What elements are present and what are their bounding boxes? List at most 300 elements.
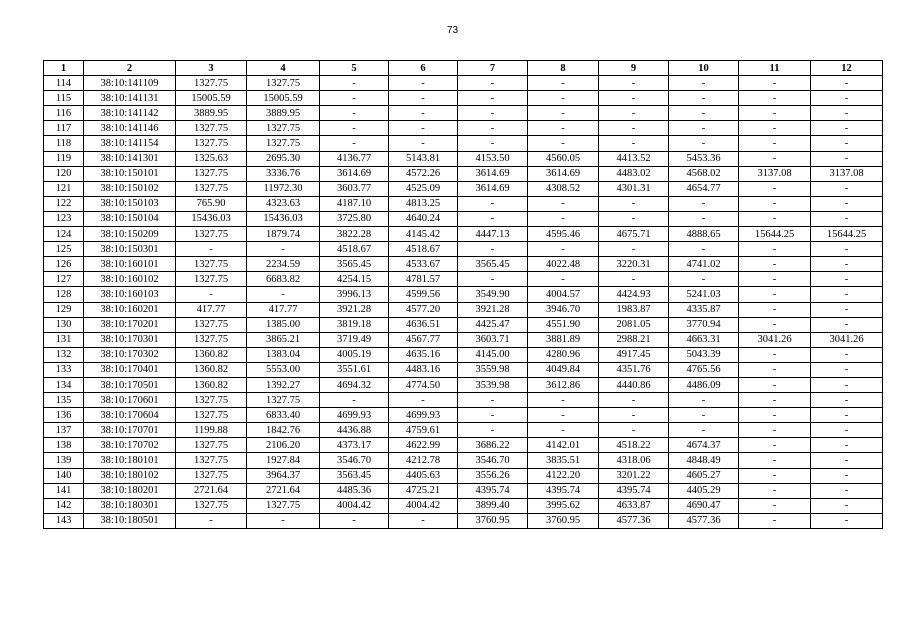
- table-row: [44, 423, 883, 438]
- table-cell: 4525.09: [389, 181, 458, 196]
- table-cell: 4699.93: [389, 408, 458, 423]
- table-cell: 4145.00: [458, 347, 528, 362]
- table-cell: 3995.62: [528, 498, 599, 513]
- table-cell: 15005.59: [176, 91, 247, 106]
- table-cell: 4486.09: [669, 377, 739, 392]
- table-cell: -: [320, 76, 389, 91]
- table-row: [44, 242, 883, 257]
- table-cell: 1327.75: [176, 317, 247, 332]
- table-cell: 131: [44, 332, 84, 347]
- table-cell: 15644.25: [739, 227, 811, 242]
- table-cell: 1327.75: [176, 76, 247, 91]
- table-cell: -: [320, 513, 389, 528]
- header-row: [44, 61, 883, 76]
- table-cell: 4424.93: [599, 287, 669, 302]
- table-cell: 1360.82: [176, 362, 247, 377]
- table-cell: -: [599, 106, 669, 121]
- table-cell: -: [458, 423, 528, 438]
- column-header: 5: [320, 61, 389, 76]
- table-cell: -: [739, 423, 811, 438]
- table-cell: 38:10:160201: [84, 302, 176, 317]
- table-cell: 142: [44, 498, 84, 513]
- table-cell: 134: [44, 377, 84, 392]
- table-cell: 38:10:170701: [84, 423, 176, 438]
- table-cell: 38:10:160102: [84, 272, 176, 287]
- table-cell: -: [528, 211, 599, 226]
- table-cell: 3921.28: [320, 302, 389, 317]
- table-cell: 3563.45: [320, 468, 389, 483]
- column-header: 6: [389, 61, 458, 76]
- table-cell: 1392.27: [247, 377, 320, 392]
- table-row: [44, 408, 883, 423]
- table-cell: 4518.22: [599, 438, 669, 453]
- table-cell: 4395.74: [458, 483, 528, 498]
- table-cell: 4781.57: [389, 272, 458, 287]
- table-cell: 129: [44, 302, 84, 317]
- table-cell: -: [811, 181, 883, 196]
- table-cell: 4741.02: [669, 257, 739, 272]
- table-cell: 3614.69: [458, 181, 528, 196]
- table-cell: 138: [44, 438, 84, 453]
- table-cell: 4425.47: [458, 317, 528, 332]
- table-cell: -: [528, 242, 599, 257]
- table-cell: 4674.37: [669, 438, 739, 453]
- table-cell: -: [247, 513, 320, 528]
- table-cell: -: [739, 196, 811, 211]
- table-cell: 4663.31: [669, 332, 739, 347]
- table-cell: -: [669, 91, 739, 106]
- table-cell: -: [739, 513, 811, 528]
- table-cell: 1327.75: [176, 272, 247, 287]
- table-cell: 4694.32: [320, 377, 389, 392]
- table-cell: 4560.05: [528, 151, 599, 166]
- table-cell: 2721.64: [176, 483, 247, 498]
- table-cell: 1360.82: [176, 347, 247, 362]
- table-cell: 4136.77: [320, 151, 389, 166]
- table-cell: 4636.51: [389, 317, 458, 332]
- table-cell: 133: [44, 362, 84, 377]
- table-cell: 4568.02: [669, 166, 739, 181]
- table-cell: 38:10:180101: [84, 453, 176, 468]
- table-cell: 1327.75: [176, 468, 247, 483]
- table-cell: -: [739, 302, 811, 317]
- table-cell: -: [176, 287, 247, 302]
- table-cell: 3686.22: [458, 438, 528, 453]
- table-row: [44, 272, 883, 287]
- table-cell: 120: [44, 166, 84, 181]
- table-cell: 1879.74: [247, 227, 320, 242]
- table-cell: -: [811, 196, 883, 211]
- table-row: [44, 196, 883, 211]
- table-cell: 4440.86: [599, 377, 669, 392]
- table-cell: 4153.50: [458, 151, 528, 166]
- table-cell: 3565.45: [458, 257, 528, 272]
- table-cell: 4187.10: [320, 196, 389, 211]
- table-cell: -: [599, 393, 669, 408]
- table-cell: -: [458, 106, 528, 121]
- table-cell: -: [320, 91, 389, 106]
- table-cell: -: [320, 121, 389, 136]
- table-cell: 38:10:180102: [84, 468, 176, 483]
- table-cell: -: [247, 287, 320, 302]
- table-cell: 3614.69: [458, 166, 528, 181]
- table-cell: -: [599, 136, 669, 151]
- table-cell: 4699.93: [320, 408, 389, 423]
- table-cell: -: [458, 196, 528, 211]
- column-header: 10: [669, 61, 739, 76]
- table-cell: -: [739, 76, 811, 91]
- table-cell: -: [599, 242, 669, 257]
- table-cell: 6683.82: [247, 272, 320, 287]
- table-cell: 38:10:170702: [84, 438, 176, 453]
- table-cell: -: [739, 408, 811, 423]
- table-cell: 4004.57: [528, 287, 599, 302]
- table-cell: 130: [44, 317, 84, 332]
- table-cell: 38:10:141131: [84, 91, 176, 106]
- table-cell: 118: [44, 136, 84, 151]
- table-cell: -: [669, 242, 739, 257]
- table-cell: 124: [44, 227, 84, 242]
- table-cell: -: [176, 513, 247, 528]
- table-cell: 4518.67: [320, 242, 389, 257]
- table-cell: -: [458, 408, 528, 423]
- table-cell: -: [389, 76, 458, 91]
- table-row: [44, 513, 883, 528]
- column-header: 1: [44, 61, 84, 76]
- table-cell: -: [669, 408, 739, 423]
- table-cell: 4640.24: [389, 211, 458, 226]
- table-cell: -: [739, 106, 811, 121]
- table-cell: 4351.76: [599, 362, 669, 377]
- table-row: [44, 317, 883, 332]
- table-row: [44, 136, 883, 151]
- table-cell: 3760.95: [528, 513, 599, 528]
- table-cell: 4577.20: [389, 302, 458, 317]
- table-cell: 38:10:170401: [84, 362, 176, 377]
- table-cell: 4323.63: [247, 196, 320, 211]
- table-cell: -: [811, 91, 883, 106]
- table-cell: 3603.71: [458, 332, 528, 347]
- table-cell: 1360.82: [176, 377, 247, 392]
- table-cell: 4122.20: [528, 468, 599, 483]
- table-row: [44, 498, 883, 513]
- table-cell: 4813.25: [389, 196, 458, 211]
- table-cell: -: [389, 106, 458, 121]
- table-row: [44, 91, 883, 106]
- table-cell: -: [389, 136, 458, 151]
- table-cell: 5241.03: [669, 287, 739, 302]
- table-cell: 765.90: [176, 196, 247, 211]
- table-row: [44, 347, 883, 362]
- table-cell: -: [669, 121, 739, 136]
- table-cell: -: [739, 377, 811, 392]
- table-cell: 3835.51: [528, 453, 599, 468]
- table-cell: 2081.05: [599, 317, 669, 332]
- table-cell: 38:10:180301: [84, 498, 176, 513]
- table-cell: 6833.40: [247, 408, 320, 423]
- table-cell: 38:10:170301: [84, 332, 176, 347]
- table-cell: -: [599, 91, 669, 106]
- table-cell: 5553.00: [247, 362, 320, 377]
- table-cell: 3546.70: [458, 453, 528, 468]
- table-cell: 15436.03: [247, 211, 320, 226]
- table-cell: 136: [44, 408, 84, 423]
- table-row: [44, 377, 883, 392]
- table-cell: 4518.67: [389, 242, 458, 257]
- table-cell: 38:10:150104: [84, 211, 176, 226]
- table-cell: 3946.70: [528, 302, 599, 317]
- table-cell: 417.77: [247, 302, 320, 317]
- table-cell: 1327.75: [176, 181, 247, 196]
- table-cell: 4049.84: [528, 362, 599, 377]
- table-cell: -: [528, 423, 599, 438]
- table-cell: 143: [44, 513, 84, 528]
- table-cell: 1327.75: [247, 393, 320, 408]
- table-cell: 4759.61: [389, 423, 458, 438]
- table-cell: 1327.75: [176, 498, 247, 513]
- table-cell: -: [389, 121, 458, 136]
- table-cell: 1327.75: [176, 257, 247, 272]
- table-cell: -: [811, 302, 883, 317]
- table-cell: 1327.75: [247, 76, 320, 91]
- table-cell: 4318.06: [599, 453, 669, 468]
- table-cell: 3559.98: [458, 362, 528, 377]
- table-cell: 4725.21: [389, 483, 458, 498]
- table-cell: 4335.87: [669, 302, 739, 317]
- table-cell: 2695.30: [247, 151, 320, 166]
- table-cell: 38:10:141109: [84, 76, 176, 91]
- table-cell: 3899.40: [458, 498, 528, 513]
- column-header: 7: [458, 61, 528, 76]
- table-cell: -: [811, 76, 883, 91]
- table-cell: -: [811, 257, 883, 272]
- table-cell: -: [389, 91, 458, 106]
- table-cell: 127: [44, 272, 84, 287]
- table-cell: 116: [44, 106, 84, 121]
- table-cell: 38:10:170501: [84, 377, 176, 392]
- table-row: [44, 362, 883, 377]
- table-cell: -: [669, 76, 739, 91]
- table-cell: 4595.46: [528, 227, 599, 242]
- table-cell: 4447.13: [458, 227, 528, 242]
- table-cell: -: [320, 106, 389, 121]
- table-cell: -: [739, 483, 811, 498]
- table-cell: -: [599, 272, 669, 287]
- table-cell: 1842.76: [247, 423, 320, 438]
- table-cell: -: [739, 362, 811, 377]
- table-cell: 3889.95: [176, 106, 247, 121]
- table-cell: 5453.36: [669, 151, 739, 166]
- table-cell: 4395.74: [528, 483, 599, 498]
- table-cell: -: [811, 272, 883, 287]
- table-cell: -: [739, 211, 811, 226]
- table-cell: 4308.52: [528, 181, 599, 196]
- table-cell: 38:10:150103: [84, 196, 176, 211]
- table-cell: 4483.16: [389, 362, 458, 377]
- table-cell: -: [528, 272, 599, 287]
- column-header: 3: [176, 61, 247, 76]
- table-cell: 4765.56: [669, 362, 739, 377]
- table-cell: 117: [44, 121, 84, 136]
- table-cell: 3612.86: [528, 377, 599, 392]
- data-table: [43, 60, 883, 529]
- table-cell: 4690.47: [669, 498, 739, 513]
- table-cell: 3551.61: [320, 362, 389, 377]
- table-row: [44, 393, 883, 408]
- table-cell: -: [739, 468, 811, 483]
- table-cell: 4395.74: [599, 483, 669, 498]
- table-cell: -: [739, 151, 811, 166]
- column-header: 12: [811, 61, 883, 76]
- table-cell: -: [811, 468, 883, 483]
- table-cell: -: [669, 136, 739, 151]
- table-cell: -: [811, 483, 883, 498]
- table-cell: 3881.89: [528, 332, 599, 347]
- table-cell: -: [811, 136, 883, 151]
- table-cell: 137: [44, 423, 84, 438]
- table-cell: -: [669, 272, 739, 287]
- table-cell: 3539.98: [458, 377, 528, 392]
- table-cell: 3889.95: [247, 106, 320, 121]
- table-cell: 4145.42: [389, 227, 458, 242]
- table-cell: 2988.21: [599, 332, 669, 347]
- table-cell: 38:10:150101: [84, 166, 176, 181]
- table-cell: -: [247, 242, 320, 257]
- table-cell: -: [811, 408, 883, 423]
- table-cell: 4654.77: [669, 181, 739, 196]
- table-cell: 4572.26: [389, 166, 458, 181]
- table-cell: 2721.64: [247, 483, 320, 498]
- table-cell: 1327.75: [176, 453, 247, 468]
- table-cell: 4485.36: [320, 483, 389, 498]
- table-cell: 4142.01: [528, 438, 599, 453]
- table-cell: 4301.31: [599, 181, 669, 196]
- table-cell: 4212.78: [389, 453, 458, 468]
- table-cell: -: [528, 76, 599, 91]
- table-cell: 4675.71: [599, 227, 669, 242]
- table-cell: -: [739, 91, 811, 106]
- table-cell: 5043.39: [669, 347, 739, 362]
- table-cell: 3137.08: [739, 166, 811, 181]
- table-row: [44, 438, 883, 453]
- table-cell: 3336.76: [247, 166, 320, 181]
- table-cell: -: [528, 136, 599, 151]
- table-cell: -: [458, 272, 528, 287]
- table-cell: -: [811, 151, 883, 166]
- table-cell: -: [176, 242, 247, 257]
- table-cell: 1327.75: [176, 136, 247, 151]
- table-row: [44, 151, 883, 166]
- table-row: [44, 483, 883, 498]
- table-cell: -: [528, 196, 599, 211]
- table-cell: 38:10:170201: [84, 317, 176, 332]
- table-cell: -: [599, 121, 669, 136]
- table-cell: -: [528, 106, 599, 121]
- table-cell: -: [599, 196, 669, 211]
- table-cell: 3865.21: [247, 332, 320, 347]
- table-cell: 135: [44, 393, 84, 408]
- table-cell: -: [528, 393, 599, 408]
- table-cell: 1983.87: [599, 302, 669, 317]
- table-cell: 38:10:170604: [84, 408, 176, 423]
- table-row: [44, 181, 883, 196]
- table-cell: -: [739, 136, 811, 151]
- table-cell: 114: [44, 76, 84, 91]
- table-cell: 38:10:160101: [84, 257, 176, 272]
- table-cell: -: [811, 362, 883, 377]
- table-cell: 4022.48: [528, 257, 599, 272]
- table-cell: -: [811, 453, 883, 468]
- table-cell: 4405.29: [669, 483, 739, 498]
- table-cell: 4483.02: [599, 166, 669, 181]
- table-cell: 1327.75: [247, 136, 320, 151]
- table-cell: -: [739, 498, 811, 513]
- table-cell: 1327.75: [176, 393, 247, 408]
- table-cell: 123: [44, 211, 84, 226]
- table-cell: 38:10:170302: [84, 347, 176, 362]
- table-cell: 38:10:141146: [84, 121, 176, 136]
- table-cell: -: [528, 121, 599, 136]
- table-cell: -: [811, 121, 883, 136]
- table-cell: 4774.50: [389, 377, 458, 392]
- table-cell: 38:10:141301: [84, 151, 176, 166]
- table-cell: 4436.88: [320, 423, 389, 438]
- table-cell: -: [669, 423, 739, 438]
- table-cell: -: [458, 76, 528, 91]
- table-cell: 38:10:160103: [84, 287, 176, 302]
- column-header: 9: [599, 61, 669, 76]
- table-cell: 38:10:141142: [84, 106, 176, 121]
- table-cell: 1327.75: [247, 498, 320, 513]
- table-cell: -: [739, 347, 811, 362]
- table-cell: 140: [44, 468, 84, 483]
- table-cell: 3201.22: [599, 468, 669, 483]
- table-cell: -: [739, 257, 811, 272]
- table-cell: 1927.84: [247, 453, 320, 468]
- table-cell: 4280.96: [528, 347, 599, 362]
- table-row: [44, 453, 883, 468]
- table-cell: -: [739, 317, 811, 332]
- table-cell: 38:10:150301: [84, 242, 176, 257]
- table-cell: 2234.59: [247, 257, 320, 272]
- table-cell: 115: [44, 91, 84, 106]
- table-row: [44, 76, 883, 91]
- table-cell: 3760.95: [458, 513, 528, 528]
- table-cell: -: [599, 211, 669, 226]
- table-cell: -: [599, 423, 669, 438]
- table-cell: 4848.49: [669, 453, 739, 468]
- table-cell: 4567.77: [389, 332, 458, 347]
- table-cell: 3614.69: [320, 166, 389, 181]
- table-cell: 3603.77: [320, 181, 389, 196]
- table-cell: 15644.25: [811, 227, 883, 242]
- table-cell: 15436.03: [176, 211, 247, 226]
- table-cell: 3822.28: [320, 227, 389, 242]
- table-cell: 38:10:180501: [84, 513, 176, 528]
- table-cell: 3770.94: [669, 317, 739, 332]
- table-cell: 1325.63: [176, 151, 247, 166]
- table-cell: -: [669, 393, 739, 408]
- table-cell: 4413.52: [599, 151, 669, 166]
- table-cell: -: [739, 272, 811, 287]
- table-cell: 15005.59: [247, 91, 320, 106]
- table-row: [44, 257, 883, 272]
- table-cell: 3819.18: [320, 317, 389, 332]
- table-cell: -: [739, 438, 811, 453]
- table-cell: 132: [44, 347, 84, 362]
- table-cell: -: [811, 498, 883, 513]
- table-cell: 4917.45: [599, 347, 669, 362]
